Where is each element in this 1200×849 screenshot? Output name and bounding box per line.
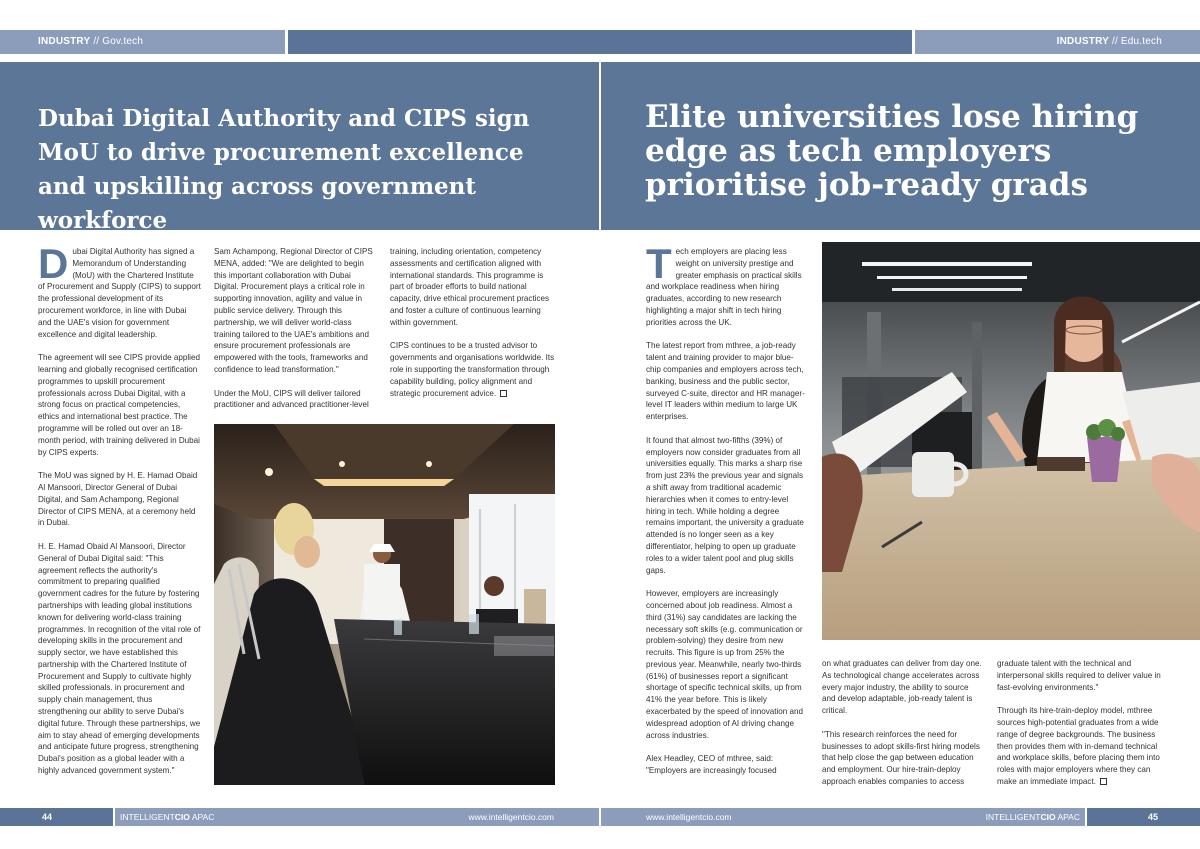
left-column-2 — [214, 246, 374, 411]
left-website-link[interactable]: www.intelligentcio.com — [468, 812, 554, 822]
right-page-number: 45 — [1147, 812, 1158, 822]
paragraph: "This research reinforces the need for businesses to adopt skills-first hiring models that help close the gap between education and employment. Our hire-train-deploy approach enables companies to access — [822, 729, 980, 786]
right-column-3 — [997, 658, 1165, 788]
paragraph: The MoU was signed by H. E. Hamad Obaid Al Mansoori, Director General of Dubai Digital, and Sam Achampong, Regional Director of CIPS MENA, at a ceremony held in Dubai. — [38, 471, 198, 528]
paragraph: on what graduates can deliver from day one. As technological change accelerates across every major industry, the ability to source and develop adaptable, job-ready talent is critical. — [822, 659, 982, 716]
paragraph: H. E. Hamad Obaid Al Mansoori, Director General of Dubai Digital said: "This agreement reflects the authority's commitment to preparing qualified government cadres for the future by fostering partnerships with leading global institutions known for delivering world-class training programmes. In recognition of the vital role of developing skills in the procurement and supply sector, we have established this partnership with the Chartered Institute of Procurement and Supply to cultivate highly skilled professionals. in procurement and supply chain management, thus strengthening our ability to serve Dubai's digital future. Through these partnerships, we aim to stay ahead of emerging developments and anticipate future progress, strengthening Dubai's position as a global leader with a highly advanced government system." — [38, 541, 201, 776]
top-section-bar — [0, 30, 1200, 54]
left-magazine-name: INTELLIGENTCIO APAC — [120, 812, 215, 822]
left-section-tab — [0, 30, 285, 54]
left-page-number-tab — [0, 808, 113, 826]
meeting-room-photo — [214, 424, 555, 785]
dropcap: D — [38, 240, 69, 287]
right-column-1 — [646, 240, 808, 777]
paragraph: It found that almost two-fifths (39%) of employers now consider graduates from all universities equally. This marks a sharp rise from just 23% the previous year and signals a shift away from traditional academic hierarchies when it comes to entry-level hiring in tech. While holding a degree remains important, the university a graduate attended is no longer seen as a key differentiator, helping to open up graduate roles to a wider talent pool and plug skills gaps. — [646, 435, 804, 575]
right-column-2 — [822, 658, 984, 788]
left-headline-banner — [0, 62, 599, 234]
right-headline-banner — [601, 62, 1200, 230]
left-column-1 — [38, 240, 202, 777]
right-magazine-name: INTELLIGENTCIO APAC — [985, 812, 1080, 822]
paragraph: training, including orientation, competency assessments and certification aligned with international standards. This programme is part of broader efforts to build national capacity, drive ethical procurement practices and foster a culture of continuous learning within government. — [390, 247, 550, 327]
right-footer-strip — [601, 808, 1085, 826]
end-mark-icon — [500, 390, 507, 397]
paragraph: The latest report from mthree, a job-ready talent and training provider to major blue-chip companies and employers across tech, banking, business and the public sector, surveyed C-suite, director and HR manager-level IT leaders within medium to large UK enterprises. — [646, 341, 805, 422]
paragraph: Under the MoU, CIPS will deliver tailored practitioner and advanced practitioner-level — [214, 388, 369, 410]
right-page-number-tab — [1087, 808, 1200, 826]
footer-bar — [0, 808, 1200, 826]
left-section-label: INDUSTRY // Gov.tech — [38, 36, 144, 47]
right-website-link[interactable]: www.intelligentcio.com — [646, 812, 732, 822]
left-footer-strip — [115, 808, 599, 826]
paragraph: Dubai Digital Authority has signed a Memorandum of Understanding (MoU) with the Chartered Institute of Procurement and Supply (CIPS) to support the professional development of its procurement workforce, in line with Dubai and the UAE's vision for government excellence and digital leadership. — [38, 240, 201, 339]
meeting-room-illustration — [214, 424, 555, 785]
end-mark-icon — [1100, 778, 1107, 785]
right-section-tab — [915, 30, 1200, 54]
right-section-label: INDUSTRY // Edu.tech — [1056, 36, 1162, 47]
paragraph: However, employers are increasingly concerned about job readiness. Almost a third (31%) say candidates are lacking the necessary soft skills (e.g. communication or problem-solving) they desire from new recruits. This figure is up from 25% the previous year. Meanwhile, nearly two-thirds (61%) of businesses report a significant shortage of specific technical skills, up from 41% the year before. This is likely exacerbated by the speed of innovation and widespread adoption of AI driving change across industries. — [646, 589, 804, 740]
left-headline: Dubai Digital Authority and CIPS sign MoU to drive procurement excellence and upskilling across government workforce — [38, 105, 530, 234]
left-page-number: 44 — [42, 812, 53, 822]
interview-illustration — [822, 242, 1200, 640]
left-column-3 — [390, 246, 555, 399]
right-headline: Elite universities lose hiring edge as tech employers prioritise job-ready grads — [645, 99, 1139, 203]
paragraph: Tech employers are placing less weight on university prestige and greater emphasis on practical skills and workplace readiness when hiring graduates, according to new research highlighting a major shift in tech hiring priorities across the UK. — [646, 240, 802, 327]
top-bar-center — [288, 30, 912, 54]
dropcap: T — [646, 240, 672, 287]
paragraph: The agreement will see CIPS provide applied learning and globally recognised certification programmes to upskill procurement professionals across Dubai Digital, with a strong focus on practical competencies, ethics and international best practice. The programme will be rolled out over an 18-month period, with training delivered in Dubai by CIPS experts. — [38, 353, 200, 457]
interview-photo — [822, 242, 1200, 640]
paragraph: Through its hire-train-deploy model, mthree sources high-potential graduates from a wide range of degree backgrounds. The business then provides them with in-demand technical and workplace skills, before placing them into roles with major employers where they can make an immediate impact. — [997, 706, 1160, 786]
paragraph: Alex Headley, CEO of mthree, said: "Employers are increasingly focused — [646, 754, 777, 776]
paragraph: Sam Achampong, Regional Director of CIPS MENA, added: "We are delighted to begin this important collaboration with Dubai Digital. Procurement plays a critical role in supporting innovation, agility and value in public service delivery. Through this partnership, we will deliver world-class training tailored to the UAE's ambitions and ensure procurement professionals are empowered with the tools, frameworks and confidence to lead transformation." — [214, 247, 373, 374]
paragraph: graduate talent with the technical and interpersonal skills required to deliver value in fast-evolving environments." — [997, 659, 1161, 692]
paragraph: CIPS continues to be a trusted advisor to governments and organisations worldwide. Its role in supporting the transformation through capability building, policy alignment and strategic procurement advice. — [390, 341, 555, 398]
